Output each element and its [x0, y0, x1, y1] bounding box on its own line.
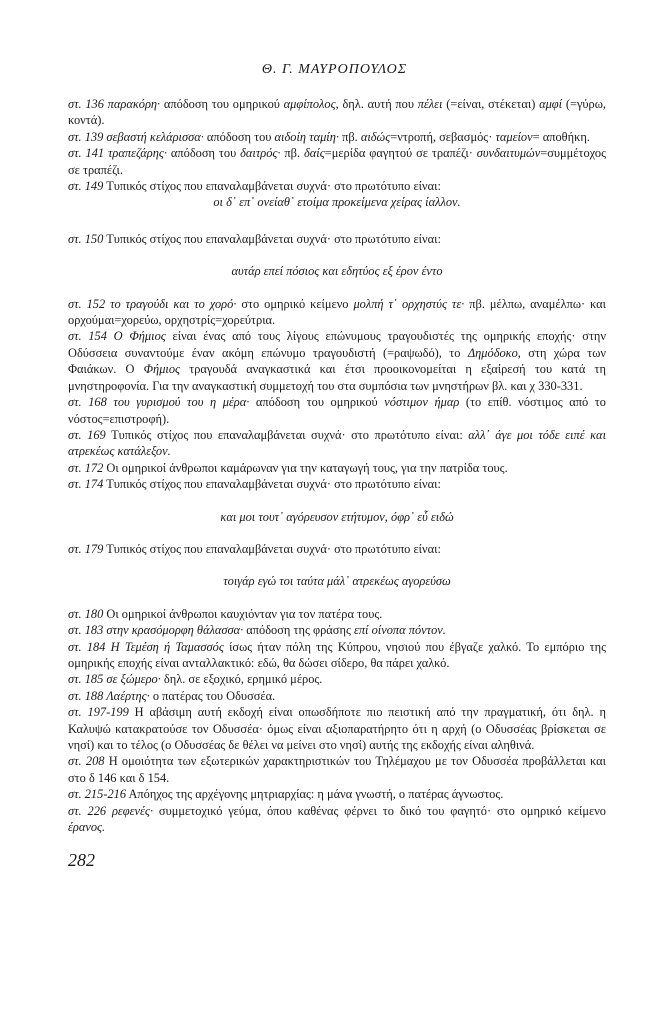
note-188: στ. 188 Λαέρτης· ο πατέρας του Οδυσσέα.	[68, 688, 276, 703]
spacer	[68, 247, 606, 263]
spacer	[68, 280, 606, 296]
note-174: στ. 174 Τυπικός στίχος που επαναλαμβάνεται συχνά· στο πρωτότυπο είναι:	[68, 477, 441, 492]
verse-179: τοιγάρ εγώ τοι ταύτα μάλ᾿ ατρεκέως αγορεύσω	[223, 574, 451, 589]
spacer	[68, 590, 606, 606]
verse-174: και μοι τουτ᾿ αγόρευσον ετήτυμον, όφρ᾿ εὖ ειδώ	[220, 509, 454, 524]
running-header: Θ. Γ. ΜΑΥΡΟΠΟΥΛΟΣ	[261, 62, 408, 77]
page-number: 282	[68, 850, 95, 870]
commentary-notes	[68, 96, 606, 835]
note-180: στ. 180 Οι ομηρικοί άνθρωποι καυχιόνταν για τον πατέρα τους.	[68, 606, 383, 621]
note-215-216: στ. 215-216 Απόηχος της αρχέγονης μητριαρχίας: η μάνα γνωστή, ο πατέρας άγνωστος.	[68, 787, 504, 802]
note-172: στ. 172 Οι ομηρικοί άνθρωποι καμάρωναν για την καταγωγή τους, για την πατρίδα τους.	[68, 460, 508, 475]
note-185: στ. 185 σε ξώμερο· δηλ. σε εξοχικό, ερημικό μέρος.	[68, 672, 323, 687]
note-150: στ. 150 Τυπικός στίχος που επαναλαμβάνεται συχνά· στο πρωτότυπο είναι:	[68, 231, 441, 246]
note-141: στ. 141 τραπεζάρης· απόδοση του δαιτρός· πβ. δαίς=μερίδα φαγητού σε τραπέζι· συνδαιτυμών=συμμέτοχος σε τραπέζι.	[68, 146, 606, 177]
spacer	[68, 525, 606, 541]
note-183: στ. 183 στην κρασόμορφη θάλασσα· απόδοση της φράσης επί οίνοπα πόντον.	[68, 623, 446, 638]
spacer	[68, 493, 606, 509]
spacer	[68, 211, 606, 231]
note-226: στ. 226 ρεφενές· συμμετοχικό γεύμα, όπου καθένας φέρνει το δικό του φαγητό· στο ομηρικό κείμενο έρανος.	[68, 803, 606, 835]
note-154: στ. 154 Ο Φήμιος είναι ένας από τους λίγους επώνυμους τραγουδιστές της ομηρικής εποχής· στην Οδύσσεια συναντούμε έναν ακόμη επώνυμο τραγουδιστή (=ραψωδό), το Δημόδοκο, στη χώρα των Φαιάκων. Ο Φήμιος τραγουδά αναγκαστικά και έτσι προοικονομείται η εξαίρεσή του κατά τη μνηστηροφονία. Για την αναγκαστική συμμετοχή του στα συμπόσια των μνηστήρων βλ. και χ 330-331.	[68, 329, 606, 393]
note-179: στ. 179 Τυπικός στίχος που επαναλαμβάνεται συχνά· στο πρωτότυπο είναι:	[68, 541, 441, 556]
note-169: στ. 169 Τυπικός στίχος που επαναλαμβάνεται συχνά· στο πρωτότυπο είναι: αλλ᾿ άγε μοι τόδε ειπέ και ατρεκέως κατάλεξον.	[68, 427, 607, 459]
note-136: στ. 136 παρακόρη· απόδοση του ομηρικού αμφίπολος, δηλ. αυτή που πέλει (=είναι, στέκεται) αμφί (=γύρω, κοντά).	[68, 97, 606, 128]
note-139: στ. 139 σεβαστή κελάρισσα· απόδοση του αιδοίη ταμίη· πβ. αιδώς=ντροπή, σεβασμός· ταμείον= αποθήκη.	[68, 129, 590, 144]
spacer	[68, 557, 606, 573]
verse-149: οι δ᾿ επ᾿ ονείαθ᾿ ετοίμα προκείμενα χείρας ίαλλον.	[213, 195, 461, 210]
note-149: στ. 149 Τυπικός στίχος που επαναλαμβάνεται συχνά· στο πρωτότυπο είναι:	[68, 179, 441, 194]
note-208: στ. 208 Η ομοιότητα των εξωτερικών χαρακτηριστικών του Τηλέμαχου με τον Οδυσσέα προβάλλεται και στο δ 146 και δ 154.	[68, 754, 606, 785]
verse-150: αυτάρ επεί πόσιος και εδητύος εξ έρον έντο	[231, 264, 443, 279]
note-184: στ. 184 Η Τεμέση ή Ταμασσός ίσως ήταν πόλη της Κύπρου, νησιού που έβγαζε χαλκό. Το εμπόριο της ομηρικής εποχής είναι ανταλλακτικό: εδώ, θα δώσει σίδερο, θα πάρει χαλκό.	[68, 639, 606, 670]
note-197-199: στ. 197-199 Η αβάσιμη αυτή εκδοχή είναι οπωσδήποτε πιο πειστική από την πραγματική, ότι δηλ. η Καλυψώ κατακρατούσε τον Οδυσσέα· όμως είναι αξιοπαρατήρητο ότι η αρχή (ο Οδυσσέας βρίσκεται σε νησί) και το τέλος (ο Οδυσσέας δε θέλει να μείνει στο νησί) αυτής της εκδοχής είναι αληθινά.	[68, 705, 606, 752]
note-168: στ. 168 του γυρισμού του η μέρα· απόδοση του ομηρικού νόστιμον ήμαρ (το επίθ. νόστιμος από το νόστος=επιστροφή).	[68, 395, 606, 426]
note-152: στ. 152 το τραγούδι και το χορό· στο ομηρικό κείμενο μολπή τ᾿ ορχηστύς τε· πβ. μέλπω, αναμέλπω· και ορχούμαι=χορεύω, ορχηστρίς=χορεύτρια.	[68, 296, 607, 328]
